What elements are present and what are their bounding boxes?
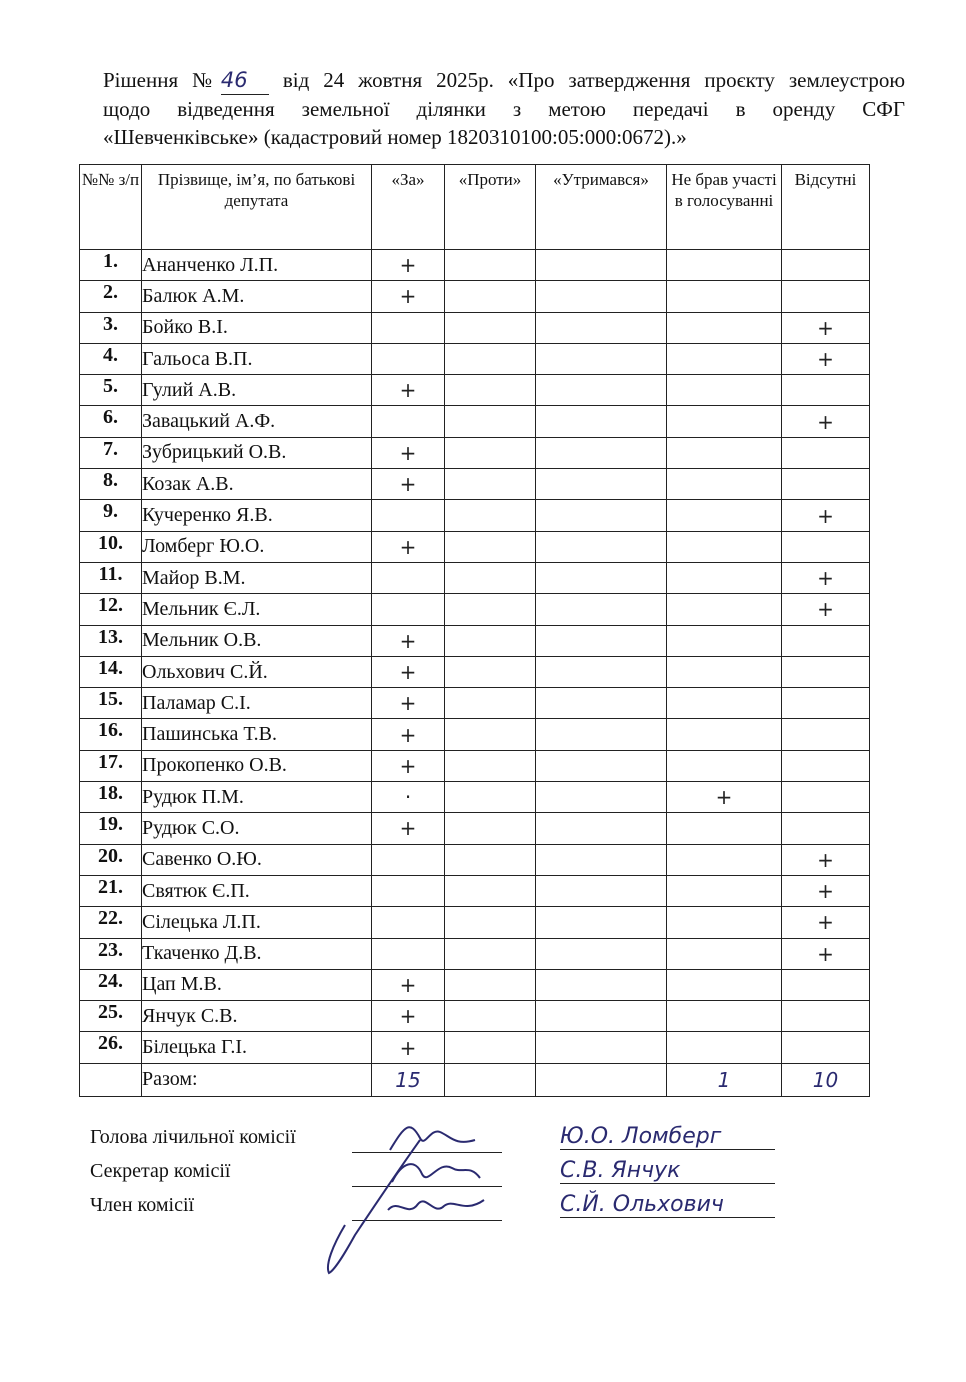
row-number: 9.: [80, 500, 142, 531]
vote-against-cell: [445, 562, 536, 593]
vote-for-cell: +: [372, 688, 445, 719]
header-no-vote: Не брав участі в голосуванні: [667, 165, 782, 250]
deputy-name: Сілецька Л.П.: [142, 907, 372, 938]
decision-number: 46: [221, 66, 269, 95]
vote-no-vote-cell: [667, 875, 782, 906]
vote-absent-cell: +: [782, 562, 870, 593]
vote-absent-cell: [782, 437, 870, 468]
vote-no-vote-cell: [667, 625, 782, 656]
member-label: Член комісії: [90, 1194, 195, 1216]
vote-for-cell: ·: [372, 782, 445, 813]
vote-against-cell: [445, 907, 536, 938]
table-row: [80, 875, 870, 906]
vote-for-cell: +: [372, 437, 445, 468]
vote-no-vote-cell: [667, 469, 782, 500]
deputy-name: Мельник О.В.: [142, 625, 372, 656]
vote-absent-cell: [782, 1001, 870, 1032]
deputy-name: Кучеренко Я.В.: [142, 500, 372, 531]
vote-absent-cell: +: [782, 406, 870, 437]
row-number: 18.: [80, 782, 142, 813]
row-number: 15.: [80, 688, 142, 719]
table-row: [80, 782, 870, 813]
vote-no-vote-cell: [667, 1001, 782, 1032]
row-number: 13.: [80, 625, 142, 656]
vote-abstain-cell: [536, 469, 667, 500]
secretary-name: С.В. Янчук: [560, 1158, 775, 1184]
vote-abstain-cell: [536, 500, 667, 531]
vote-for-cell: +: [372, 969, 445, 1000]
vote-absent-cell: +: [782, 343, 870, 374]
vote-abstain-cell: [536, 1001, 667, 1032]
vote-for-cell: +: [372, 1032, 445, 1063]
deputy-name: Прокопенко О.В.: [142, 750, 372, 781]
vote-against-cell: [445, 1032, 536, 1063]
vote-for-cell: +: [372, 469, 445, 500]
vote-for-cell: [372, 343, 445, 374]
deputy-name: Майор В.М.: [142, 562, 372, 593]
deputy-name: Цап М.В.: [142, 969, 372, 1000]
deputy-name: Рудюк С.О.: [142, 813, 372, 844]
table-row: [80, 688, 870, 719]
decision-heading: [103, 66, 905, 151]
vote-for-cell: [372, 875, 445, 906]
vote-abstain-cell: [536, 375, 667, 406]
row-number: 3.: [80, 312, 142, 343]
vote-no-vote-cell: [667, 844, 782, 875]
vote-against-cell: [445, 656, 536, 687]
header-against: «Проти»: [445, 165, 536, 250]
vote-abstain-cell: [536, 875, 667, 906]
vote-against-cell: [445, 813, 536, 844]
table-header-row: [80, 165, 870, 250]
chair-label: Голова лічильної комісії: [90, 1126, 296, 1148]
heading-line-1-text: від 24 жовтня 2025р. «Про затвердження проєкту землеустрою: [282, 68, 906, 92]
deputy-name: Святюк Є.П.: [142, 875, 372, 906]
vote-against-cell: [445, 1001, 536, 1032]
deputy-name: Бойко В.І.: [142, 312, 372, 343]
vote-abstain-cell: [536, 938, 667, 969]
table-row: [80, 281, 870, 312]
vote-for-cell: +: [372, 719, 445, 750]
signature-row-member: [90, 1194, 850, 1228]
vote-against-cell: [445, 343, 536, 374]
vote-abstain-cell: [536, 250, 667, 281]
vote-for-cell: +: [372, 250, 445, 281]
vote-no-vote-cell: [667, 750, 782, 781]
vote-abstain-cell: [536, 625, 667, 656]
deputy-name: Ананченко Л.П.: [142, 250, 372, 281]
vote-abstain-cell: [536, 531, 667, 562]
deputy-name: Мельник Є.Л.: [142, 594, 372, 625]
vote-against-cell: [445, 312, 536, 343]
vote-against-cell: [445, 437, 536, 468]
vote-for-cell: [372, 938, 445, 969]
vote-no-vote-cell: [667, 343, 782, 374]
vote-absent-cell: [782, 250, 870, 281]
table-row: [80, 343, 870, 374]
heading-line-2: щодо відведення земельної ділянки з метою передачі в оренду СФГ: [103, 97, 905, 121]
total-against: [445, 1063, 536, 1096]
table-row: [80, 1032, 870, 1063]
header-absent: Відсутні: [782, 165, 870, 250]
total-absent: 10: [782, 1063, 870, 1096]
vote-no-vote-cell: [667, 437, 782, 468]
row-number: 25.: [80, 1001, 142, 1032]
table-row: [80, 375, 870, 406]
total-no-vote: 1: [667, 1063, 782, 1096]
deputy-name: Козак А.В.: [142, 469, 372, 500]
chair-name: Ю.О. Ломберг: [560, 1124, 775, 1150]
vote-no-vote-cell: [667, 938, 782, 969]
deputy-name: Білецька Г.І.: [142, 1032, 372, 1063]
total-row: [80, 1063, 870, 1096]
row-number: 17.: [80, 750, 142, 781]
vote-for-cell: [372, 500, 445, 531]
voting-table: [79, 164, 870, 1097]
deputy-name: Завацький А.Ф.: [142, 406, 372, 437]
deputy-name: Зубрицький О.В.: [142, 437, 372, 468]
row-number: 22.: [80, 907, 142, 938]
member-name: С.Й. Ольхович: [560, 1192, 775, 1218]
vote-no-vote-cell: [667, 1032, 782, 1063]
vote-abstain-cell: [536, 656, 667, 687]
vote-absent-cell: +: [782, 500, 870, 531]
vote-abstain-cell: [536, 281, 667, 312]
vote-for-cell: +: [372, 813, 445, 844]
vote-against-cell: [445, 625, 536, 656]
vote-abstain-cell: [536, 688, 667, 719]
deputy-name: Балюк А.М.: [142, 281, 372, 312]
deputy-name: Ольхович С.Й.: [142, 656, 372, 687]
table-row: [80, 656, 870, 687]
heading-line-1: [103, 66, 905, 95]
vote-against-cell: [445, 281, 536, 312]
vote-no-vote-cell: [667, 531, 782, 562]
vote-no-vote-cell: [667, 375, 782, 406]
table-row: [80, 500, 870, 531]
vote-no-vote-cell: [667, 250, 782, 281]
vote-against-cell: [445, 844, 536, 875]
table-row: [80, 907, 870, 938]
row-number: 1.: [80, 250, 142, 281]
deputy-name: Ломберг Ю.О.: [142, 531, 372, 562]
deputy-name: Рудюк П.М.: [142, 782, 372, 813]
vote-against-cell: [445, 594, 536, 625]
vote-against-cell: [445, 782, 536, 813]
row-number: 24.: [80, 969, 142, 1000]
vote-for-cell: [372, 907, 445, 938]
table-row: [80, 625, 870, 656]
vote-absent-cell: [782, 719, 870, 750]
vote-abstain-cell: [536, 750, 667, 781]
vote-absent-cell: [782, 625, 870, 656]
deputy-name: Гулий А.В.: [142, 375, 372, 406]
table-row: [80, 562, 870, 593]
vote-no-vote-cell: [667, 281, 782, 312]
vote-for-cell: [372, 594, 445, 625]
vote-for-cell: [372, 312, 445, 343]
vote-absent-cell: [782, 281, 870, 312]
table-row: [80, 969, 870, 1000]
vote-against-cell: [445, 938, 536, 969]
vote-for-cell: +: [372, 375, 445, 406]
row-number: 19.: [80, 813, 142, 844]
vote-absent-cell: +: [782, 907, 870, 938]
vote-abstain-cell: [536, 813, 667, 844]
vote-absent-cell: [782, 688, 870, 719]
vote-for-cell: +: [372, 656, 445, 687]
vote-against-cell: [445, 500, 536, 531]
vote-no-vote-cell: [667, 312, 782, 343]
table-row: [80, 469, 870, 500]
deputy-name: Янчук С.В.: [142, 1001, 372, 1032]
vote-no-vote-cell: [667, 562, 782, 593]
vote-no-vote-cell: +: [667, 782, 782, 813]
heading-prefix: Рішення №: [103, 68, 221, 92]
vote-no-vote-cell: [667, 656, 782, 687]
vote-against-cell: [445, 375, 536, 406]
secretary-label: Секретар комісії: [90, 1160, 231, 1182]
row-number: 4.: [80, 343, 142, 374]
total-for: 15: [372, 1063, 445, 1096]
deputy-name: Ткаченко Д.В.: [142, 938, 372, 969]
vote-absent-cell: +: [782, 312, 870, 343]
table-row: [80, 437, 870, 468]
vote-for-cell: +: [372, 531, 445, 562]
vote-absent-cell: [782, 1032, 870, 1063]
vote-absent-cell: [782, 813, 870, 844]
vote-abstain-cell: [536, 594, 667, 625]
table-row: [80, 813, 870, 844]
vote-no-vote-cell: [667, 500, 782, 531]
vote-against-cell: [445, 969, 536, 1000]
table-row: [80, 750, 870, 781]
vote-abstain-cell: [536, 437, 667, 468]
row-number: 5.: [80, 375, 142, 406]
vote-for-cell: [372, 844, 445, 875]
row-number: 10.: [80, 531, 142, 562]
vote-no-vote-cell: [667, 719, 782, 750]
vote-abstain-cell: [536, 1032, 667, 1063]
vote-absent-cell: [782, 469, 870, 500]
heading-line-3: «Шевченківське» (кадастровий номер 1820310100:05:000:0672).»: [103, 125, 687, 149]
table-row: [80, 312, 870, 343]
vote-against-cell: [445, 250, 536, 281]
vote-absent-cell: [782, 969, 870, 1000]
vote-against-cell: [445, 875, 536, 906]
vote-no-vote-cell: [667, 688, 782, 719]
total-label: Разом:: [142, 1063, 372, 1096]
vote-abstain-cell: [536, 719, 667, 750]
vote-absent-cell: +: [782, 594, 870, 625]
vote-no-vote-cell: [667, 406, 782, 437]
header-name: Прізвище, ім’я, по батькові депутата: [142, 165, 372, 250]
table-row: [80, 844, 870, 875]
row-number: 2.: [80, 281, 142, 312]
row-number: 20.: [80, 844, 142, 875]
vote-abstain-cell: [536, 969, 667, 1000]
table-row: [80, 719, 870, 750]
vote-against-cell: [445, 719, 536, 750]
vote-for-cell: [372, 562, 445, 593]
signature-flourish: [315, 1135, 425, 1275]
deputy-name: Пашинська Т.В.: [142, 719, 372, 750]
vote-absent-cell: [782, 782, 870, 813]
vote-against-cell: [445, 406, 536, 437]
row-number: 16.: [80, 719, 142, 750]
row-number: 8.: [80, 469, 142, 500]
vote-against-cell: [445, 469, 536, 500]
vote-abstain-cell: [536, 406, 667, 437]
vote-for-cell: +: [372, 1001, 445, 1032]
deputy-name: Савенко О.Ю.: [142, 844, 372, 875]
vote-no-vote-cell: [667, 969, 782, 1000]
header-num: №№ з/п: [80, 165, 142, 250]
row-number: 14.: [80, 656, 142, 687]
total-num-cell: [80, 1063, 142, 1096]
header-abstain: «Утримався»: [536, 165, 667, 250]
row-number: 7.: [80, 437, 142, 468]
vote-against-cell: [445, 688, 536, 719]
table-row: [80, 938, 870, 969]
vote-absent-cell: [782, 656, 870, 687]
row-number: 26.: [80, 1032, 142, 1063]
row-number: 21.: [80, 875, 142, 906]
vote-abstain-cell: [536, 907, 667, 938]
header-for: «За»: [372, 165, 445, 250]
vote-against-cell: [445, 750, 536, 781]
table-row: [80, 250, 870, 281]
vote-for-cell: [372, 406, 445, 437]
vote-abstain-cell: [536, 312, 667, 343]
row-number: 12.: [80, 594, 142, 625]
deputy-name: Гальоса В.П.: [142, 343, 372, 374]
vote-for-cell: +: [372, 625, 445, 656]
vote-absent-cell: [782, 531, 870, 562]
deputy-name: Паламар С.І.: [142, 688, 372, 719]
vote-for-cell: +: [372, 281, 445, 312]
table-row: [80, 1001, 870, 1032]
vote-absent-cell: +: [782, 875, 870, 906]
vote-abstain-cell: [536, 782, 667, 813]
vote-absent-cell: [782, 750, 870, 781]
table-row: [80, 531, 870, 562]
vote-abstain-cell: [536, 562, 667, 593]
signature-block: [90, 1126, 850, 1228]
vote-no-vote-cell: [667, 813, 782, 844]
vote-absent-cell: +: [782, 938, 870, 969]
vote-absent-cell: +: [782, 844, 870, 875]
vote-no-vote-cell: [667, 907, 782, 938]
vote-for-cell: +: [372, 750, 445, 781]
row-number: 23.: [80, 938, 142, 969]
vote-abstain-cell: [536, 844, 667, 875]
total-abstain: [536, 1063, 667, 1096]
vote-no-vote-cell: [667, 594, 782, 625]
row-number: 11.: [80, 562, 142, 593]
vote-against-cell: [445, 531, 536, 562]
table-row: [80, 594, 870, 625]
vote-abstain-cell: [536, 343, 667, 374]
table-row: [80, 406, 870, 437]
vote-absent-cell: [782, 375, 870, 406]
row-number: 6.: [80, 406, 142, 437]
